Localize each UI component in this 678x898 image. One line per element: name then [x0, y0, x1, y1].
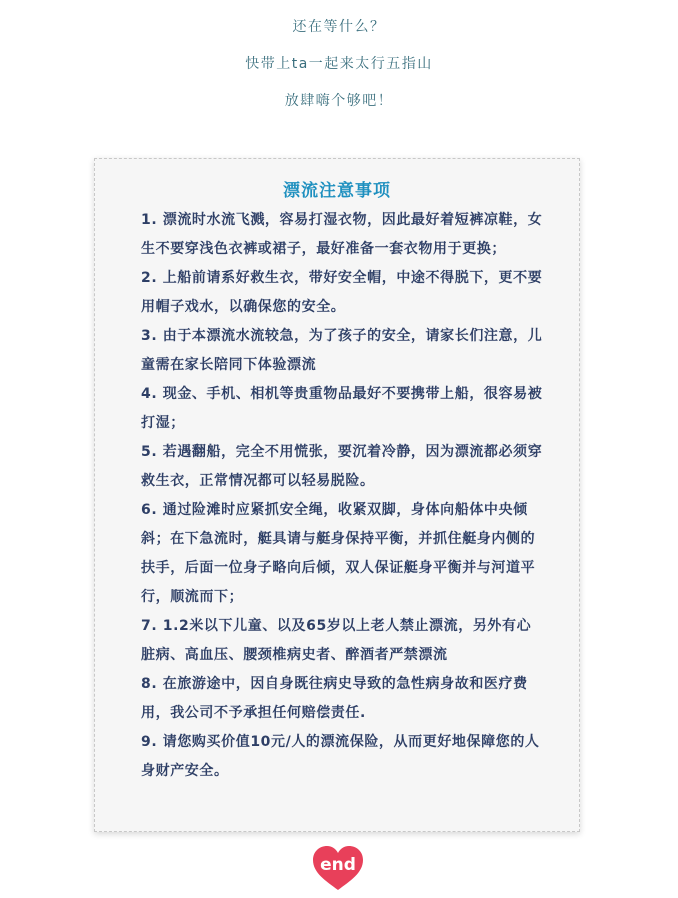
- end-label: end: [320, 855, 356, 875]
- notice-item: 7. 1.2米以下儿童、以及65岁以上老人禁止漂流，另外有心脏病、高血压、腰颈椎病史者、醉酒者严禁漂流: [141, 618, 532, 663]
- notice-item: 5. 若遇翻船，完全不用慌张，要沉着冷静，因为漂流都必须穿救生衣，正常情况都可以轻易脱险。: [141, 444, 543, 489]
- end-badge: [312, 846, 364, 892]
- intro-line: 放肆嗨个够吧！: [284, 93, 394, 109]
- notice-item: 3. 由于本漂流水流较急，为了孩子的安全，请家长们注意，儿童需在家长陪同下体验漂流: [141, 328, 543, 373]
- notice-item: 1. 漂流时水流飞溅，容易打湿衣物，因此最好着短裤凉鞋，女生不要穿浅色衣裤或裙子，最好准备一套衣物用于更换；: [141, 212, 543, 257]
- notice-item: 4. 现金、手机、相机等贵重物品最好不要携带上船，很容易被打湿；: [141, 386, 543, 431]
- notice-title: 漂流注意事项: [283, 181, 391, 201]
- notice-list: [141, 206, 545, 786]
- rafting-notice-card: [94, 158, 580, 832]
- intro-line: 快带上ta一起来太行五指山: [245, 56, 433, 72]
- intro-line: 还在等什么？: [292, 19, 386, 35]
- notice-item: 9. 请您购买价值10元/人的漂流保险，从而更好地保障您的人身财产安全。: [141, 734, 540, 779]
- intro-text: [0, 14, 678, 125]
- notice-item: 2. 上船前请系好救生衣，带好安全帽，中途不得脱下，更不要用帽子戏水，以确保您的安全。: [141, 270, 543, 315]
- notice-item: 8. 在旅游途中，因自身既往病史导致的急性病身故和医疗费用，我公司不予承担任何赔偿责任.: [141, 676, 528, 721]
- notice-item: 6. 通过险滩时应紧抓安全绳，收紧双脚，身体向船体中央倾斜；在下急流时，艇具请与艇身保持平衡，并抓住艇身内侧的扶手，后面一位身子略向后倾，双人保证艇身平衡并与河道平行，顺流而下；: [141, 502, 536, 605]
